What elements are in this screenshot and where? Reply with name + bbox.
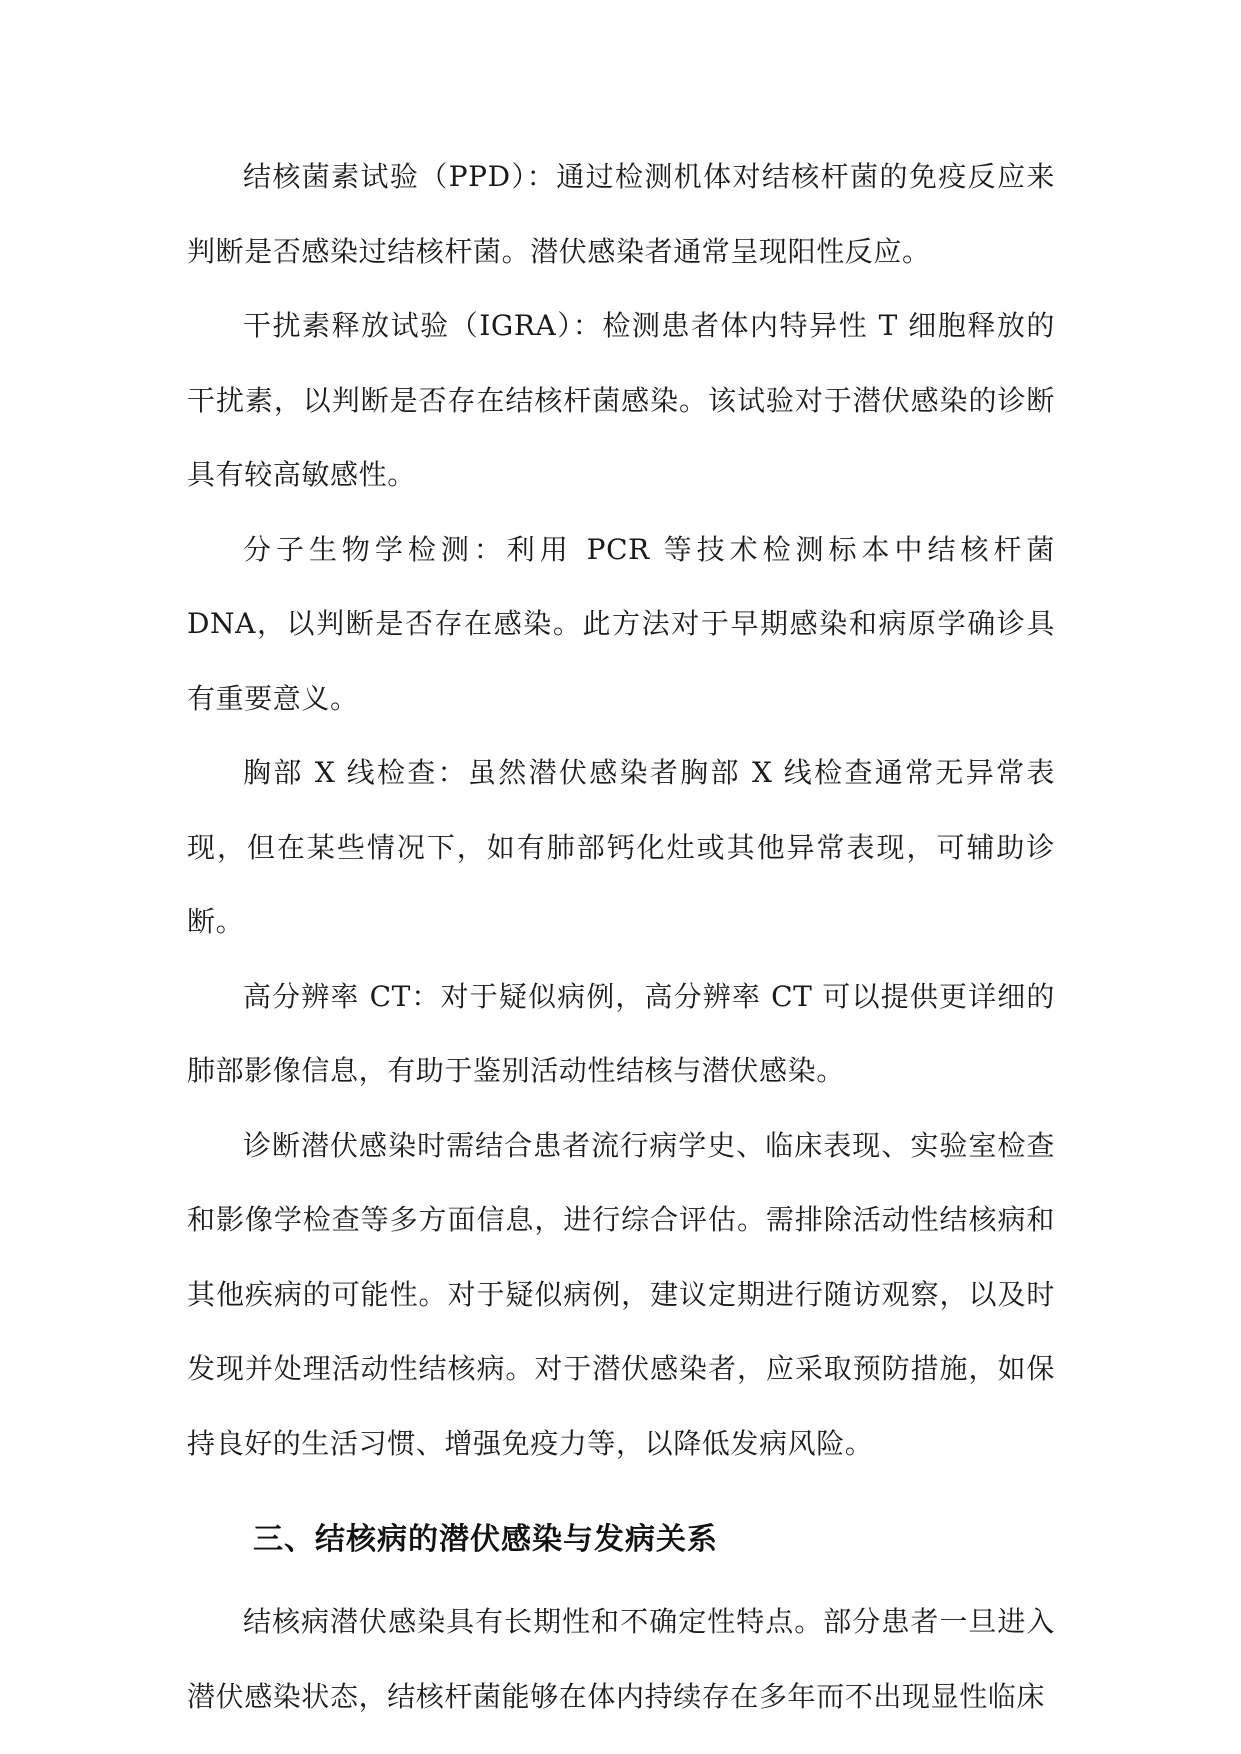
paragraph-latent-infection: 结核病潜伏感染具有长期性和不确定性特点。部分患者一旦进入潜伏感染状态，结核杆菌能够在体内持续存在多年而不出现显性临床 xyxy=(187,1605,1055,1713)
section-heading: 三、结核病的潜伏感染与发病关系 xyxy=(253,1522,718,1557)
paragraph-igra-test: 干扰素释放试验（IGRA）：检测患者体内特异性 T 细胞释放的干扰素，以判断是否存在结核杆菌感染。该试验对于潜伏感染的诊断具有较高敏感性。 xyxy=(187,309,1055,491)
paragraph-hrct: 高分辨率 CT：对于疑似病例，高分辨率 CT 可以提供更详细的肺部影像信息，有助于鉴别活动性结核与潜伏感染。 xyxy=(187,979,1055,1087)
document-body xyxy=(187,140,1055,1734)
paragraph-diagnosis-summary: 诊断潜伏感染时需结合患者流行病学史、临床表现、实验室检查和影像学检查等多方面信息，进行综合评估。需排除活动性结核病和其他疾病的可能性。对于疑似病例，建议定期进行随访观察，以及时发现并处理活动性结核病。对于潜伏感染者，应采取预防措施，如保持良好的生活习惯、增强免疫力等，以降低发病风险。 xyxy=(187,1128,1055,1460)
paragraph-molecular-test: 分子生物学检测：利用 PCR 等技术检测标本中结核杆菌 DNA，以判断是否存在感染。此方法对于早期感染和病原学确诊具有重要意义。 xyxy=(187,532,1055,715)
paragraph-chest-xray: 胸部 X 线检查：虽然潜伏感染者胸部 X 线检查通常无异常表现，但在某些情况下，如有肺部钙化灶或其他异常表现，可辅助诊断。 xyxy=(187,756,1055,938)
paragraph-ppd-test: 结核菌素试验（PPD）：通过检测机体对结核杆菌的免疫反应来判断是否感染过结核杆菌。潜伏感染者通常呈现阳性反应。 xyxy=(187,160,1055,268)
